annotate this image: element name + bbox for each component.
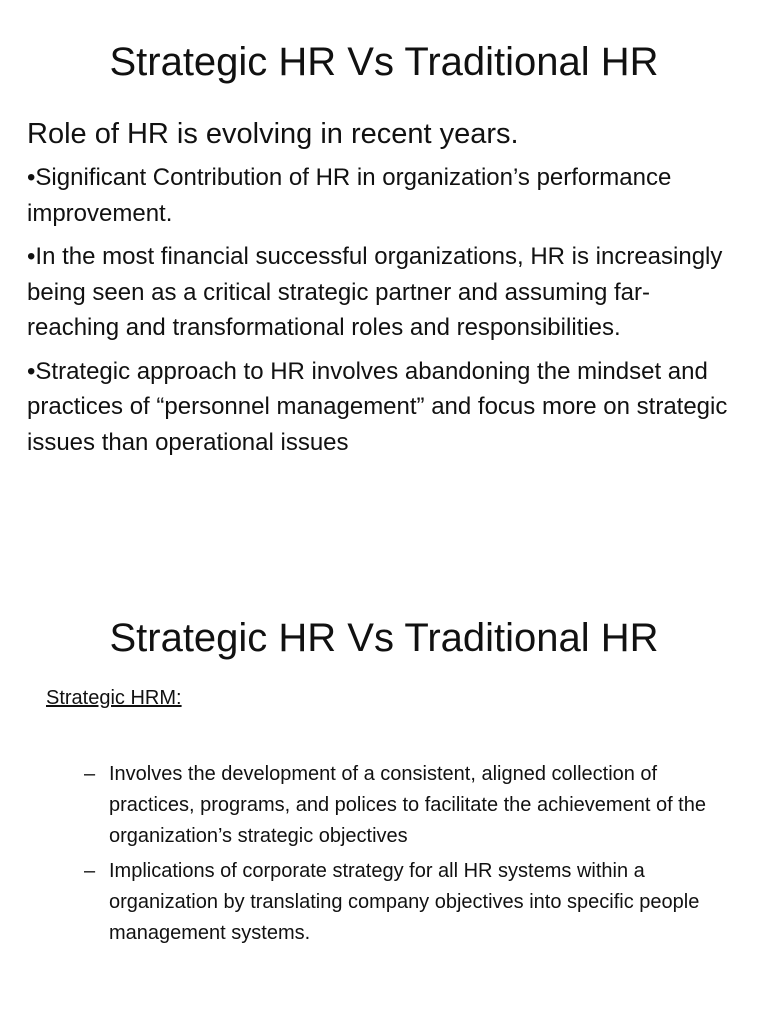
slide-2-title: Strategic HR Vs Traditional HR (109, 616, 659, 660)
dash-bullet-icon: – (84, 860, 96, 882)
slide-2-bullet (84, 759, 734, 852)
slide-2-bullet-text: Implications of corporate strategy for all HR systems within a organization by translating company objectives into specific people management systems. (109, 860, 700, 944)
slide-1-bullet: •Strategic approach to HR involves abandoning the mindset and practices of “personnel management” and focus more on strategic issues than operational issues (27, 357, 728, 456)
slide-2 (0, 512, 768, 1024)
slide-2-bullet-list (84, 759, 734, 953)
slide-1-bullet-list (27, 160, 737, 468)
slide-1-bullet: •In the most financial successful organizations, HR is increasingly being seen as a critical strategic partner and assuming far-reaching and transformational roles and responsibilities. (27, 243, 723, 341)
slide-1-bullet: •Significant Contribution of HR in organization’s performance improvement. (27, 164, 672, 227)
dash-bullet-icon: – (84, 763, 96, 785)
slide-1-title: Strategic HR Vs Traditional HR (109, 40, 659, 84)
slide-2-subheading: Strategic HRM: (46, 687, 182, 709)
slide-2-bullet-text: Involves the development of a consistent, aligned collection of practices, programs, and polices to facilitate the achievement of the organization’s strategic objectives (109, 763, 706, 847)
slide-2-bullet (84, 856, 734, 949)
slide-1-lead-text: Role of HR is evolving in recent years. (27, 118, 519, 150)
